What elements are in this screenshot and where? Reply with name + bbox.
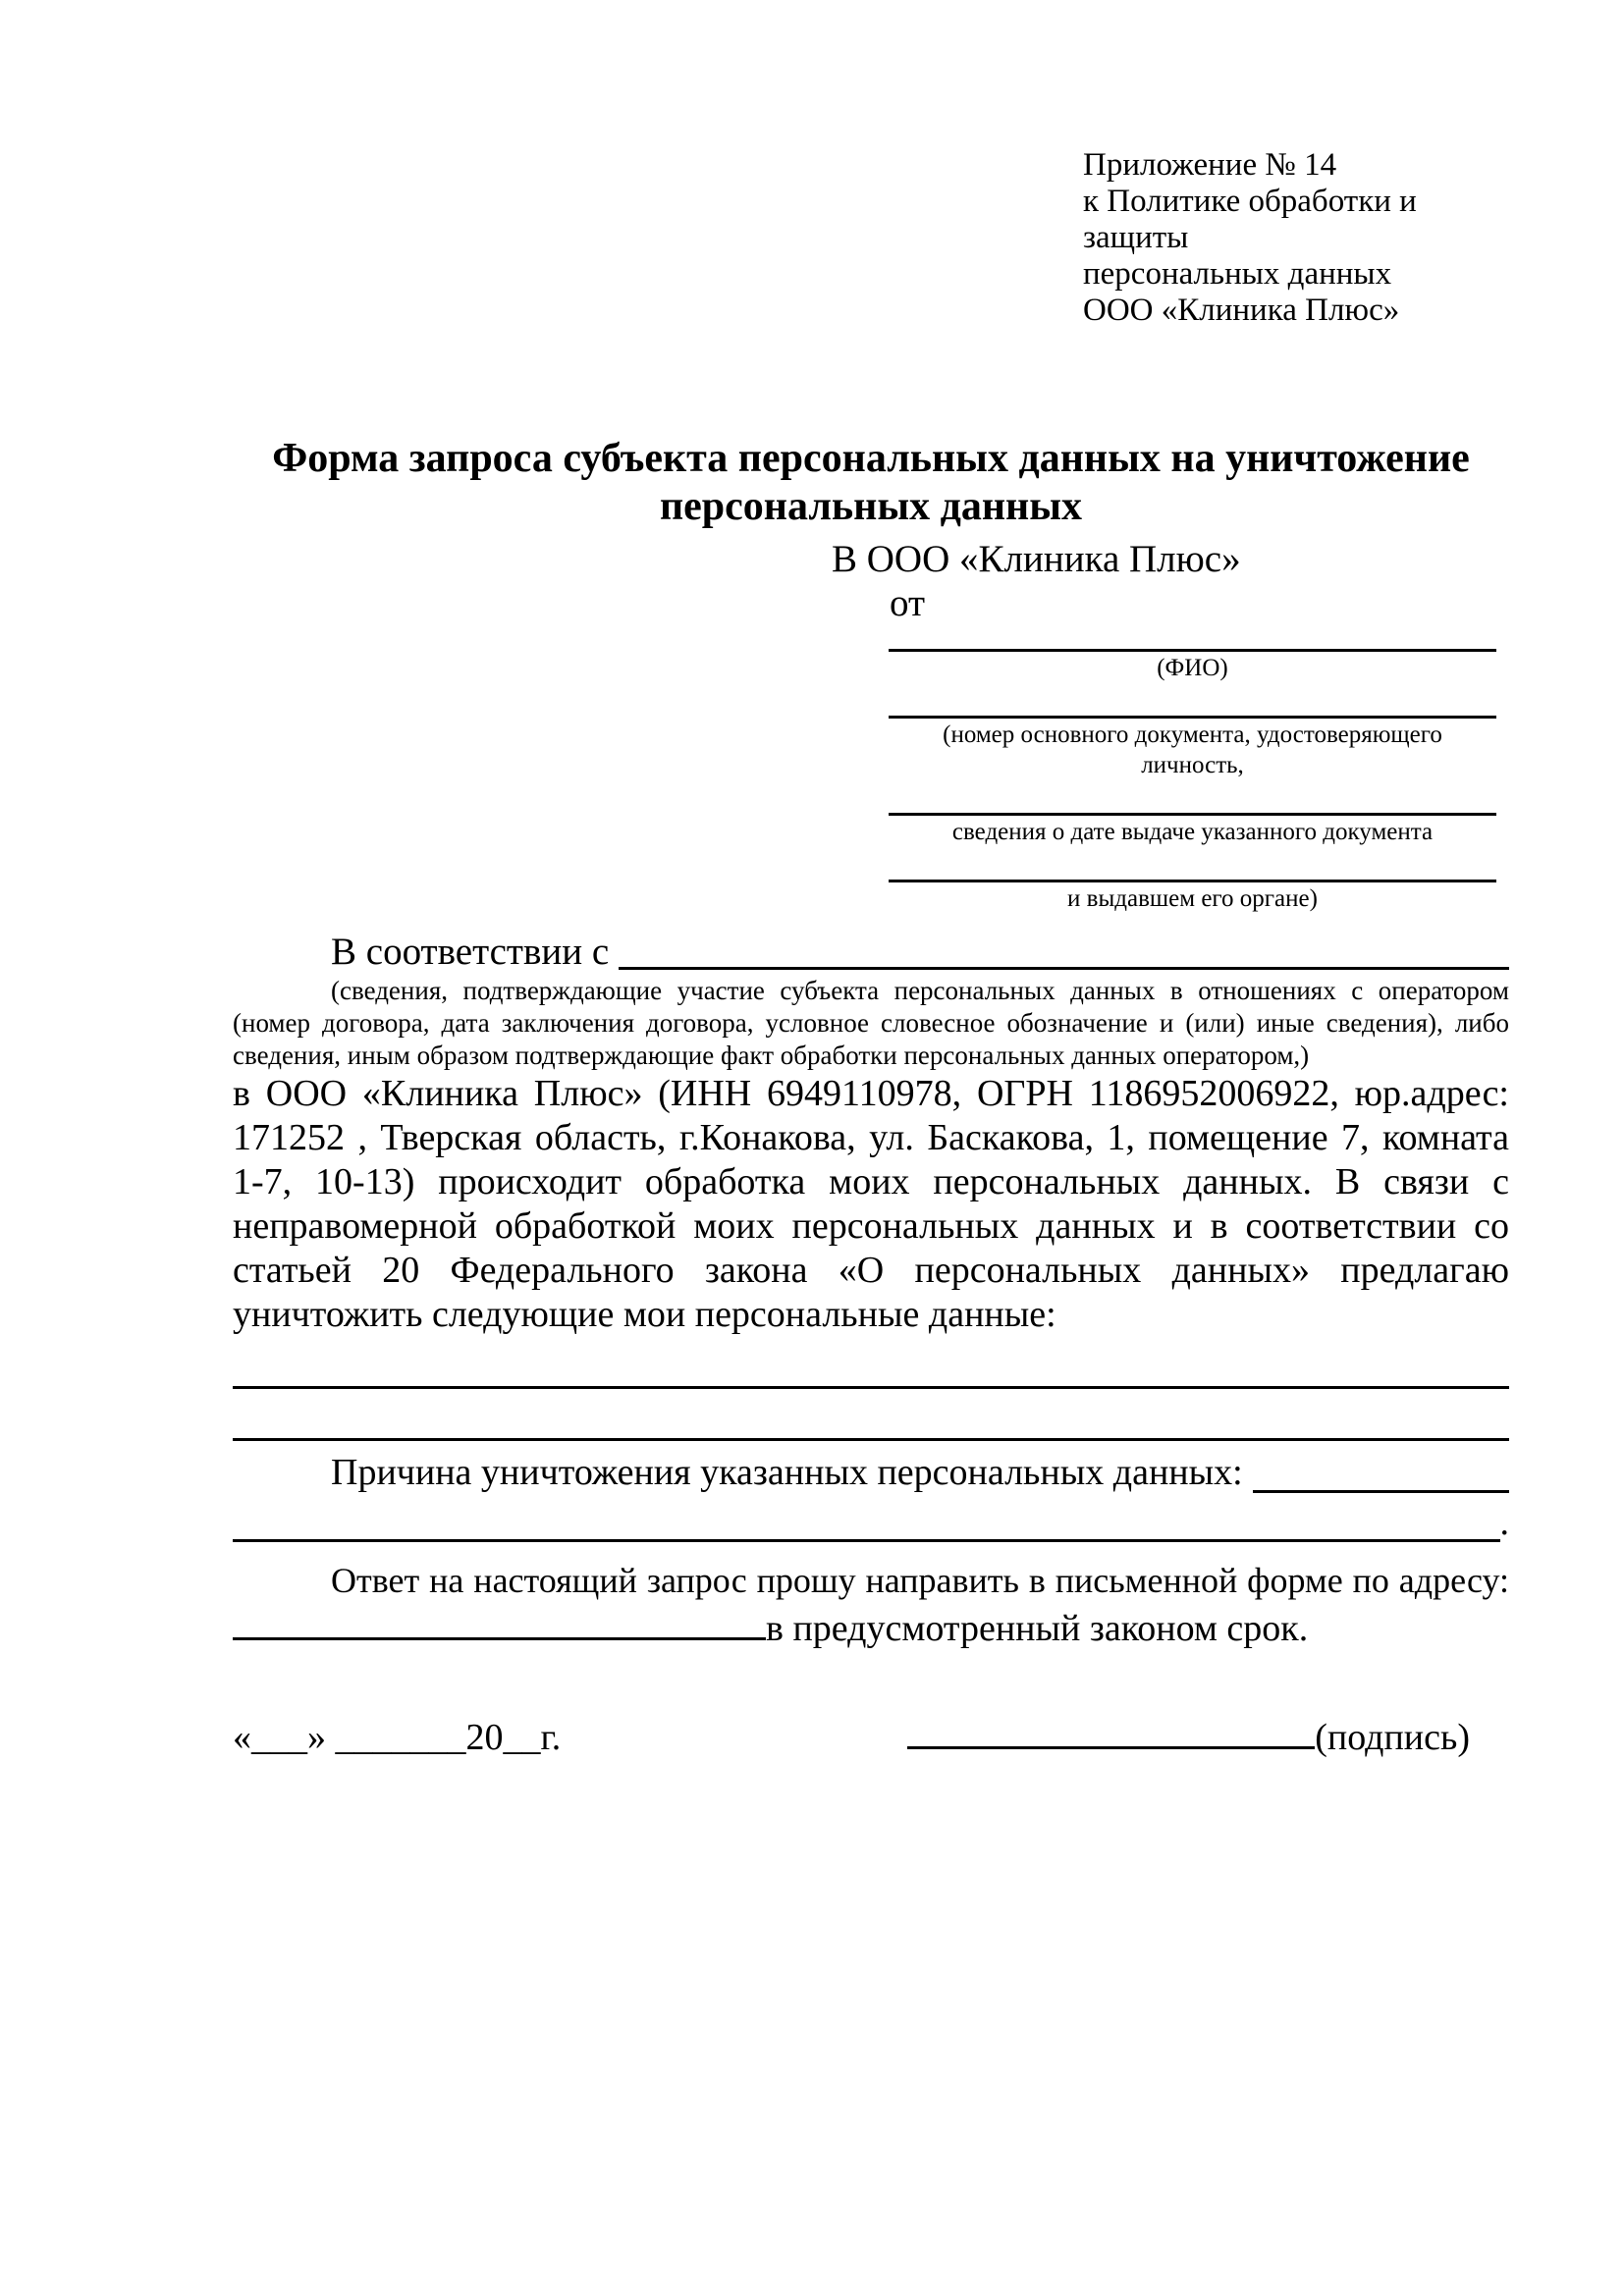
fill-field-caption: и выдавшем его органе) bbox=[1067, 885, 1318, 912]
annex-line: Приложение № 14 bbox=[1083, 147, 1337, 183]
response-address-row bbox=[233, 1604, 1509, 1652]
annex-line: ООО «Клиника Плюс» bbox=[1083, 293, 1400, 328]
page-title-line: персональных данных bbox=[659, 484, 1083, 529]
fill-field-caption: сведения о дате выдаче указанного документа bbox=[951, 819, 1434, 845]
signature-line bbox=[907, 1713, 1315, 1749]
reason-continuation-row bbox=[233, 1498, 1509, 1547]
blank-line bbox=[889, 789, 1496, 816]
page-title-line: Форма запроса субъекта персональных данных на уничтожение bbox=[272, 436, 1470, 481]
fill-field-caption: (ФИО) bbox=[1157, 655, 1228, 681]
signature-group bbox=[907, 1713, 1470, 1760]
accordance-lead: В соответствии с bbox=[331, 931, 610, 973]
accordance-note: (сведения, подтверждающие участие субъекта персональных данных в отношениях с оператором (номер договора, дата заключения договора, условное словесное обозначение и (или) иные сведения), либо сведения, иным образом подтверждающие факт обработки персональных данных оператором,) bbox=[233, 976, 1509, 1070]
date-blank: «___» _______20__г. bbox=[233, 1717, 562, 1758]
reason-row bbox=[233, 1447, 1509, 1498]
annex-line: персональных данных bbox=[1083, 256, 1392, 292]
blank-line bbox=[889, 692, 1496, 719]
addressee-line: В ООО «Клиника Плюс» bbox=[832, 538, 1241, 580]
fill-field-issuing-authority bbox=[889, 856, 1496, 914]
fill-field-issue-date bbox=[889, 789, 1496, 847]
response-tail: в предусмотренный законом срок. bbox=[766, 1608, 1309, 1649]
blank-line bbox=[619, 930, 1509, 970]
blank-line bbox=[233, 1604, 766, 1640]
response-paragraph: Ответ на настоящий запрос прошу направить в письменной форме по адресу: bbox=[331, 1561, 1509, 1600]
period-mark: . bbox=[1499, 1502, 1509, 1543]
blank-line bbox=[233, 1389, 1509, 1441]
blank-line bbox=[233, 1498, 1500, 1542]
fill-field-document-number bbox=[889, 692, 1496, 780]
fill-field-fio bbox=[889, 625, 1496, 683]
blank-line bbox=[233, 1337, 1509, 1389]
blank-line bbox=[889, 856, 1496, 882]
annex-block bbox=[1083, 147, 1509, 329]
accordance-row bbox=[233, 930, 1509, 975]
signature-caption: (подпись) bbox=[1315, 1717, 1470, 1758]
fill-field-caption: (номер основного документа, удостоверяющего личность, bbox=[943, 721, 1442, 778]
blank-line bbox=[1253, 1447, 1509, 1493]
body-paragraph: в ООО «Клиника Плюс» (ИНН 6949110978, ОГРН 1186952006922, юр.адрес: 171252 , Тверская область, г.Конакова, ул. Баскакова, 1, помещение 7, комната 1-7, 10-13) происходит обработка моих персональных данных. В связи с неправомерной обработкой моих персональных данных и в соответствии со статьей 20 Федерального закона «О персональных данных» предлагаю уничтожить следующие мои персональные данные: bbox=[233, 1073, 1509, 1335]
from-label: от bbox=[890, 582, 926, 624]
annex-line: к Политике обработки и защиты bbox=[1083, 184, 1417, 255]
footer-row bbox=[233, 1713, 1509, 1760]
blank-line bbox=[889, 625, 1496, 652]
reason-label: Причина уничтожения указанных персональных данных: bbox=[331, 1452, 1243, 1493]
page-title bbox=[233, 435, 1509, 531]
